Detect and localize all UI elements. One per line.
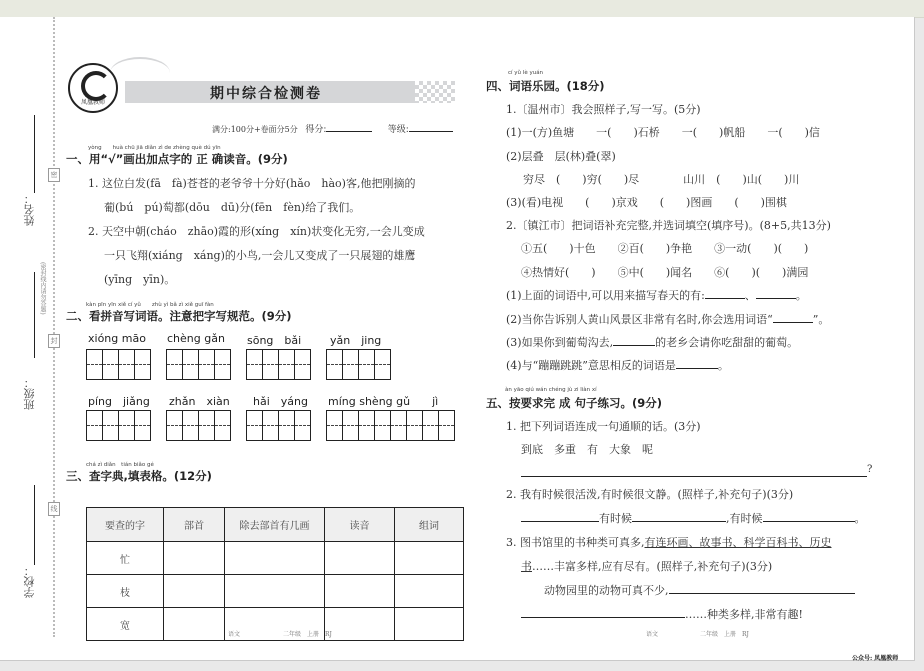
answer-cell[interactable]: [325, 575, 395, 608]
s3-pinyin: chá zì diǎn tián biǎo gé: [86, 462, 154, 468]
logo-text: 凤凰教师: [80, 99, 105, 106]
answer-blank[interactable]: [521, 520, 599, 522]
s1-line-1: 1. 这位白发(fā fà)苍苍的老爷爷十分好(hǎo hào)客,他把刚摘的: [88, 177, 416, 190]
footer-left-subject: 语文: [228, 631, 241, 638]
answer-cell[interactable]: [225, 575, 325, 608]
col-header: 除去部首有几画: [225, 508, 325, 542]
page-title: 期中综合检测卷: [210, 86, 322, 102]
s4-q2-sub-3: [506, 334, 798, 350]
dictionary-table: [86, 507, 464, 641]
answer-cell[interactable]: [225, 542, 325, 575]
tianzige-box-8[interactable]: [326, 410, 455, 441]
word-pinyin-4: yǎn jing: [330, 334, 382, 347]
s4-q1-line-3: 穷尽 ( )穷( )尽 山川 ( )山( )川: [523, 173, 800, 186]
answer-cell[interactable]: [395, 608, 464, 641]
s2-pinyin: kàn pīn yīn xiě cí yǔ zhù yì bǎ zì xiě guī fàn: [86, 302, 214, 308]
s4-q1-line-2: (2)层叠 层(林)叠(翠): [506, 150, 616, 163]
school-write-line: [34, 485, 35, 565]
sub-text: ,有时候: [726, 512, 763, 525]
s5-q1: 1. 把下列词语连成一句通顺的话。(3分): [506, 420, 701, 433]
s5-q3-line-2: [521, 558, 772, 574]
score-line: [212, 122, 453, 135]
row-char: 宽: [87, 608, 164, 641]
sub-text: 的老乡会请你吃甜甜的葡萄。: [655, 336, 799, 349]
tianzige-box-1[interactable]: [86, 349, 151, 380]
s4-q2-sub-2: [506, 311, 829, 327]
answer-cell[interactable]: [395, 575, 464, 608]
banner-checker-pattern: [415, 81, 455, 103]
score-label: 得分:: [305, 125, 327, 135]
binding-dotted-line: [53, 17, 55, 637]
s4-q1-line-1: (1)一(方)鱼塘 一( )石桥 一( )帆船 一( )信: [506, 126, 820, 139]
sub-text: 。: [854, 512, 866, 525]
grade-field[interactable]: [409, 131, 453, 132]
footer-right-grade: 二年级 上册 RJ: [700, 631, 749, 638]
word-pinyin-5: píng jiǎng: [88, 395, 150, 408]
sub-text: 有时候: [599, 512, 632, 525]
s1-line-5: (yīng yīn)。: [104, 273, 176, 286]
footer-left-grade: 二年级 上册 RJ: [283, 631, 332, 638]
s4-heading: 四、词语乐园。(18分): [486, 79, 605, 93]
answer-cell[interactable]: [325, 542, 395, 575]
answer-blank[interactable]: [613, 344, 655, 346]
answer-blank[interactable]: [632, 520, 726, 522]
answer-blank[interactable]: [705, 297, 745, 299]
s5-pinyin: àn yāo qiú wán chéng jù zi liàn xí: [505, 387, 597, 393]
answer-blank[interactable]: [521, 616, 685, 618]
tianzige-box-3[interactable]: [246, 349, 311, 380]
class-write-line: [34, 272, 35, 358]
word-pinyin-2: chèng gǎn: [167, 332, 225, 345]
col-header: 组词: [395, 508, 464, 542]
name-write-line: [34, 115, 35, 193]
grade-label: 等级:: [387, 125, 409, 135]
col-header: 部首: [164, 508, 225, 542]
sub-text: (4)与“蹦蹦跳跳”意思相反的词语是: [506, 359, 676, 372]
answer-blank[interactable]: [756, 297, 796, 299]
s5-q1-end: ?: [867, 464, 873, 475]
sub-text: ……种类多样,非常有趣!: [685, 608, 803, 621]
seal-note: (密封线内请勿答题): [39, 262, 46, 315]
sub-text: 3. 图书馆里的书种类可真多,: [506, 536, 645, 549]
class-label: 班级：: [23, 377, 36, 410]
sub-text: ”。: [812, 313, 830, 326]
seal-mark-xian: 线: [48, 502, 60, 516]
seal-mark-feng: 封: [48, 334, 60, 348]
sub-text: ……丰富多样,应有尽有。(照样子,补充句子)(3分): [532, 560, 773, 573]
s1-heading: 一、用“√”画出加点字的 正 确读音。(9分): [66, 152, 288, 166]
answer-blank[interactable]: [669, 592, 855, 594]
s5-heading: 五、按要求完 成 句子练习。(9分): [486, 396, 663, 410]
footer-right-subject: 语文: [646, 631, 659, 638]
seal-mark-mi: 密: [48, 168, 60, 182]
s4-q2-sub-1: [506, 287, 807, 303]
s1-line-3: 2. 天空中朝(cháo zhāo)霞的形(xíng xín)状变化无穷,一会儿变成: [88, 225, 425, 238]
score-field[interactable]: [326, 131, 372, 132]
row-char: 枝: [87, 575, 164, 608]
name-label: 姓名：: [23, 193, 36, 226]
s4-q2: 2.〔镇江市〕把词语补充完整,并选词填空(填序号)。(8+5,共13分): [506, 219, 831, 232]
word-pinyin-3: sōng bǎi: [247, 334, 302, 347]
row-char: 忙: [87, 542, 164, 575]
s4-q1-line-4: (3)(看)电视 ( )京戏 ( )图画 ( )围棋: [506, 196, 787, 209]
col-header: 要查的字: [87, 508, 164, 542]
answer-blank[interactable]: [773, 321, 813, 323]
answer-cell[interactable]: [164, 542, 225, 575]
answer-cell[interactable]: [395, 542, 464, 575]
school-label: 学校：: [23, 565, 36, 598]
s5-q3-line-3: [544, 582, 855, 598]
s4-pinyin: cí yǔ lè yuán: [508, 70, 544, 76]
s5-q3-line-4: [521, 606, 803, 622]
underlined-example: 有连环画、故事书、科学百科书、历史: [644, 536, 832, 549]
tianzige-box-6[interactable]: [166, 410, 231, 441]
answer-cell[interactable]: [325, 608, 395, 641]
s5-q1-words: 到底 多重 有 大象 呢: [521, 443, 653, 456]
s4-q1: 1.〔温州市〕我会照样子,写一写。(5分): [506, 103, 701, 116]
answer-blank[interactable]: [763, 520, 855, 522]
s5-q1-answer-line[interactable]: [521, 476, 867, 477]
watermark: 公众号: 凤凰教师: [852, 655, 899, 662]
word-pinyin-1: xióng māo: [88, 332, 146, 345]
viewer-top-bar: [0, 0, 924, 18]
logo: [68, 63, 118, 113]
s4-q2-line-2: ④热情好( ) ⑤中( )闻名 ⑥( )( )满园: [521, 266, 809, 279]
word-pinyin-8: míng shèng gǔ jì: [328, 395, 439, 408]
word-pinyin-7: hǎi yáng: [253, 395, 308, 408]
col-header: 读音: [325, 508, 395, 542]
exam-page: [0, 17, 915, 661]
s4-q2-line-1: ①五( )十色 ②百( )争艳 ③一动( )( ): [521, 242, 809, 255]
sub-text: 动物园里的动物可真不少,: [544, 584, 669, 597]
table-header-row: [87, 508, 464, 542]
table-row: [87, 542, 464, 575]
table-row: [87, 575, 464, 608]
tianzige-box-2[interactable]: [166, 349, 231, 380]
tianzige-box-5[interactable]: [86, 410, 151, 441]
s4-q2-sub-4: [506, 357, 729, 373]
tianzige-box-4[interactable]: [326, 349, 391, 380]
tianzige-box-7[interactable]: [246, 410, 311, 441]
score-info: 满分:100分+卷面分5分: [212, 125, 298, 134]
word-pinyin-6: zhǎn xiàn: [169, 395, 230, 408]
s5-q3-line-1: [506, 534, 832, 550]
s5-q2-answer: [521, 510, 866, 526]
answer-cell[interactable]: [164, 608, 225, 641]
s5-q2: 2. 我有时候很活泼,有时候很文静。(照样子,补充句子)(3分): [506, 488, 794, 501]
sub-text: 。: [717, 359, 729, 372]
s1-line-2: 葡(bú pú)萄都(dōu dū)分(fēn fèn)给了我们。: [104, 201, 361, 214]
s1-pinyin: yòng huà chū jiā diǎn zì de zhèng què dú yīn: [88, 145, 221, 151]
sub-text: (3)如果你到葡萄沟去,: [506, 336, 614, 349]
s3-heading: 三、查字典,填表格。(12分): [66, 469, 212, 483]
table-row: [87, 608, 464, 641]
s1-line-4: 一只飞翔(xiáng xáng)的小鸟,一会儿又变成了一只展翅的雄鹰: [104, 249, 416, 262]
s2-heading: 二、看拼音写词语。注意把字写规范。(9分): [66, 309, 292, 323]
sub-text: (2)当你告诉别人黄山风景区非常有名时,你会选用词语“: [506, 313, 773, 326]
answer-blank[interactable]: [676, 367, 718, 369]
sub-text: 、: [744, 289, 756, 302]
sub-text: 。: [795, 289, 807, 302]
answer-cell[interactable]: [164, 575, 225, 608]
underlined-example: 书: [521, 560, 532, 573]
sub-text: (1)上面的词语中,可以用来描写春天的有:: [506, 289, 705, 302]
